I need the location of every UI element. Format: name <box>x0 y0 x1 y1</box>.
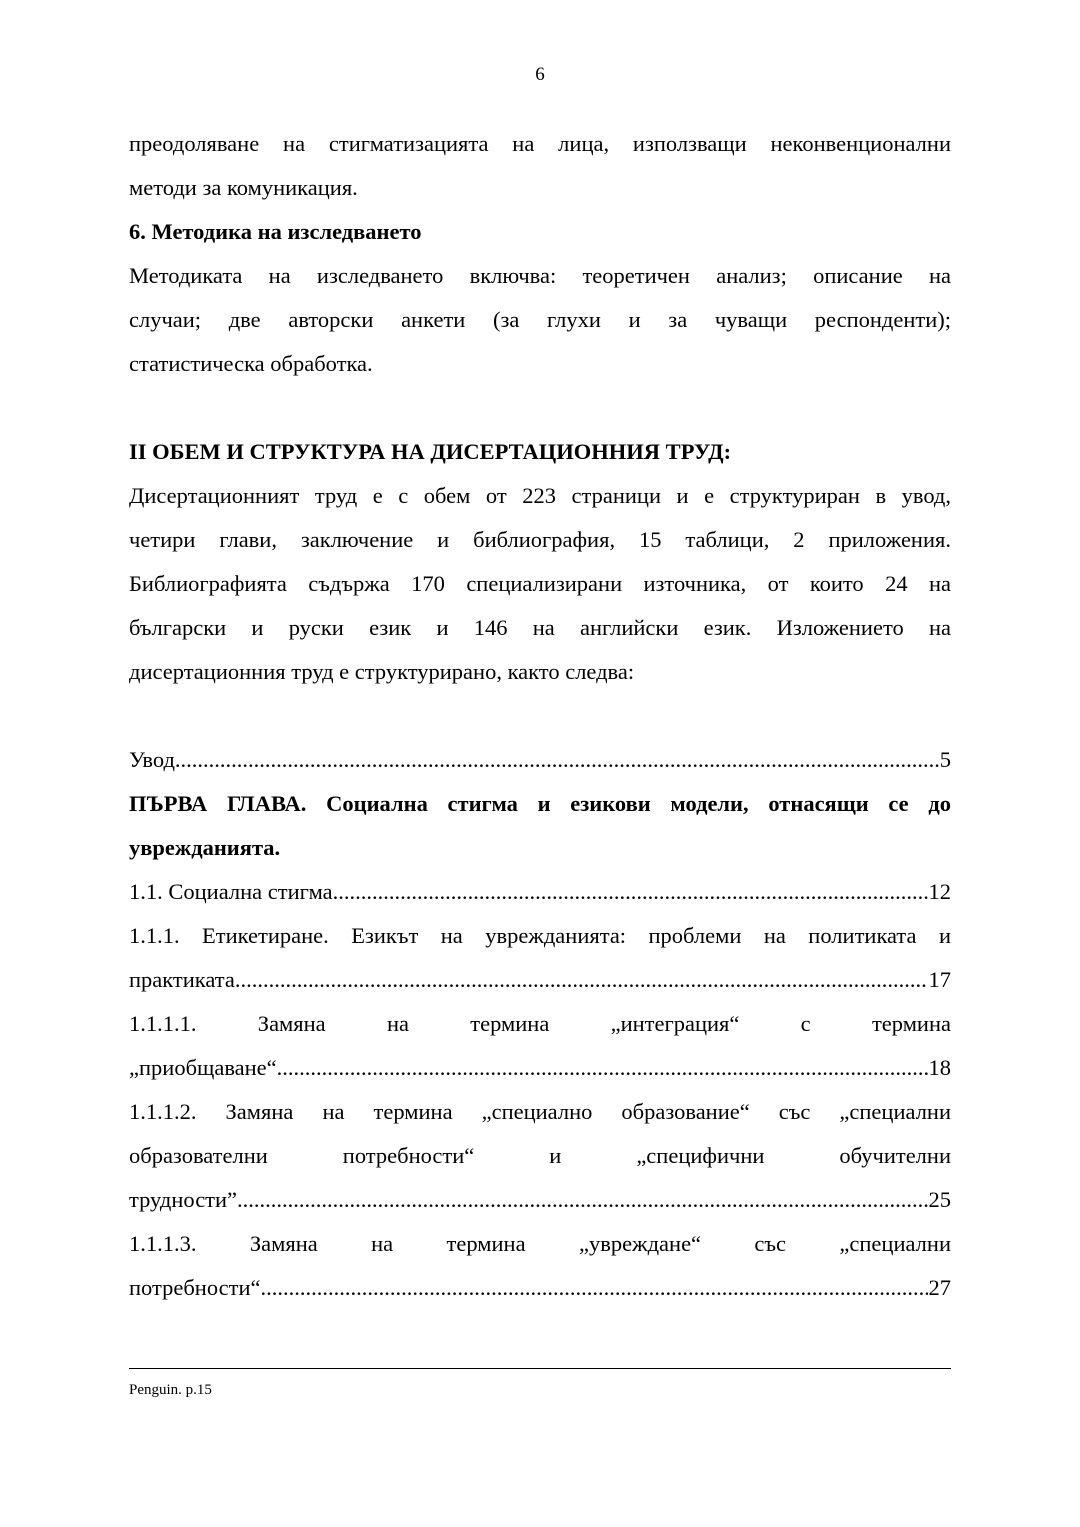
footnote-separator <box>129 1368 951 1369</box>
toc-page: 12 <box>928 879 951 904</box>
toc-chapter-1-line-2: уврежданията. <box>129 835 281 860</box>
toc-entry-1-1-1-3-line-1: 1.1.1.3. Замяна на термина „увреждане“ със „специални <box>129 1231 951 1256</box>
toc-entry-1-1-1-2-line-1: 1.1.1.2. Замяна на термина „специално образование“ със „специални <box>129 1099 951 1124</box>
spacer <box>129 386 951 430</box>
toc-entry-1-1-1-2 <box>129 1178 951 1222</box>
structure-line-1: Дисертационният труд е с обем от 223 страници и е структуриран в увод, <box>129 483 951 508</box>
section-2-heading: II ОБЕМ И СТРУКТУРА НА ДИСЕРТАЦИОННИЯ ТРУД: <box>129 439 732 464</box>
paragraph-1-line-2: методи за комуникация. <box>129 175 358 200</box>
toc-leader <box>333 870 928 914</box>
toc-leader <box>175 738 939 782</box>
toc-label: потребности“ <box>129 1275 261 1300</box>
toc-page: 17 <box>928 967 951 992</box>
methodology-line-2: случаи; две авторски анкети (за глухи и за чуващи респонденти); <box>129 307 951 332</box>
page-number: 6 <box>535 64 545 85</box>
methodology-line-1: Методиката на изследването включва: теоретичен анализ; описание на <box>129 263 951 288</box>
toc-entry-1-1-1-2-line-2: образователни потребности“ и „специфични обучителни <box>129 1143 951 1168</box>
structure-line-2: четири глави, заключение и библиография, 15 таблици, 2 приложения. <box>129 527 951 552</box>
paragraph-1-line-1: преодоляване на стигматизацията на лица, използващи неконвенционални <box>129 131 951 156</box>
spacer <box>129 694 951 738</box>
toc-entry-1-1-1-1 <box>129 1046 951 1090</box>
toc-leader <box>277 1046 928 1090</box>
toc-leader <box>235 958 928 1002</box>
toc-label: 1.1. Социална стигма <box>129 879 333 904</box>
toc-label: трудности” <box>129 1187 238 1212</box>
toc-page: 25 <box>928 1187 951 1212</box>
structure-line-5: дисертационния труд е структурирано, както следва: <box>129 659 635 684</box>
toc-entry-intro <box>129 738 951 782</box>
toc-label: Увод <box>129 747 175 772</box>
toc-entry-1-1-1 <box>129 958 951 1002</box>
toc-leader <box>260 1266 927 1310</box>
toc-label: практиката <box>129 967 235 992</box>
toc-entry-1-1-1-3 <box>129 1266 951 1310</box>
toc-page: 27 <box>928 1275 951 1300</box>
toc-entry-1-1-1-line-1: 1.1.1. Етикетиране. Езикът на уврежданията: проблеми на политиката и <box>129 923 951 948</box>
toc-entry-1-1 <box>129 870 951 914</box>
toc-label: „приобщаване“ <box>129 1055 277 1080</box>
section-6-heading: 6. Методика на изследването <box>129 219 422 244</box>
toc-entry-1-1-1-1-line-1: 1.1.1.1. Замяна на термина „интеграция“ с термина <box>129 1011 951 1036</box>
structure-line-3: Библиографията съдържа 170 специализирани източника, от които 24 на <box>129 571 951 596</box>
toc-page: 5 <box>939 747 951 772</box>
toc-leader <box>237 1178 927 1222</box>
toc-page: 18 <box>928 1055 951 1080</box>
document-body <box>129 122 951 1310</box>
footnote: Penguin. p.15 <box>129 1382 212 1398</box>
toc-chapter-1-line-1: ПЪРВА ГЛАВА. Социална стигма и езикови модели, отнасящи се до <box>129 791 951 816</box>
methodology-line-3: статистическа обработка. <box>129 351 373 376</box>
structure-line-4: български и руски език и 146 на английски език. Изложението на <box>129 615 951 640</box>
